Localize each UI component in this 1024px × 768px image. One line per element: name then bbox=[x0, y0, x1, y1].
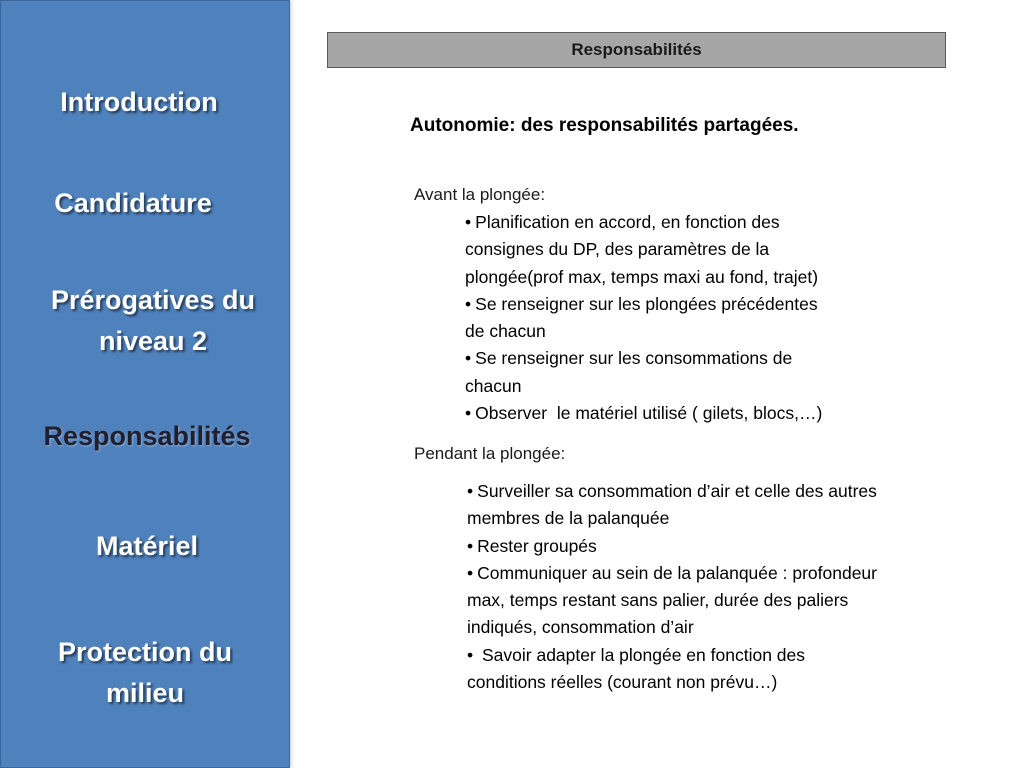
nav-item-responsabilites[interactable] bbox=[3, 416, 291, 457]
list-item bbox=[467, 533, 967, 560]
list-item-line: Observer le matériel utilisé ( gilets, blocs,…) bbox=[475, 403, 823, 424]
nav-item-protection-milieu[interactable] bbox=[1, 632, 289, 714]
nav-item-candidature[interactable] bbox=[0, 183, 277, 224]
list-item-line: Se renseigner sur les consommations de bbox=[475, 348, 793, 369]
list-item bbox=[467, 478, 967, 533]
sidebar-nav bbox=[0, 0, 290, 768]
nav-item-prerogatives[interactable] bbox=[9, 280, 297, 362]
section-heading-pendant: Pendant la plongée: bbox=[414, 444, 566, 463]
nav-item-label-line1: Prérogatives du bbox=[50, 285, 256, 315]
list-item-line: de chacun bbox=[465, 321, 546, 342]
bullet-icon: • bbox=[465, 212, 472, 232]
slide-subtitle: Autonomie: des responsabilités partagées. bbox=[410, 115, 799, 136]
list-item-line: plongée(prof max, temps maxi au fond, trajet) bbox=[465, 266, 819, 287]
bullet-list-pendant bbox=[467, 478, 967, 696]
nav-item-label: Matériel bbox=[95, 531, 199, 561]
nav-item-introduction[interactable] bbox=[0, 82, 283, 123]
bullet-icon: • bbox=[467, 535, 474, 556]
list-item-line: indiqués, consommation d’air bbox=[467, 617, 694, 638]
nav-item-label-line2: milieu bbox=[105, 678, 185, 708]
list-item-line: Communiquer au sein de la palanquée : profondeur bbox=[477, 562, 877, 583]
list-item-line: Savoir adapter la plongée en fonction des bbox=[477, 644, 806, 665]
list-item-line: conditions réelles (courant non prévu…) bbox=[467, 672, 778, 693]
bullet-icon: • bbox=[465, 403, 472, 424]
bullet-icon: • bbox=[465, 348, 472, 369]
nav-item-label-line2: niveau 2 bbox=[98, 326, 208, 356]
nav-item-label: Introduction bbox=[60, 87, 218, 117]
nav-item-label: Responsabilités bbox=[43, 421, 251, 451]
section-heading-avant: Avant la plongée: bbox=[414, 185, 546, 204]
list-item bbox=[467, 642, 967, 697]
list-item bbox=[465, 400, 905, 427]
list-item-line: Surveiller sa consommation d’air et celle des autres bbox=[477, 481, 877, 501]
list-item-line: consignes du DP, des paramètres de la bbox=[465, 239, 770, 260]
list-item bbox=[465, 209, 905, 291]
list-item-line: Planification en accord, en fonction des bbox=[475, 212, 780, 232]
list-item bbox=[467, 560, 967, 642]
bullet-icon: • bbox=[467, 644, 474, 665]
list-item-line: Se renseigner sur les plongées précédentes bbox=[475, 293, 818, 314]
page-title: Responsabilités bbox=[571, 40, 702, 59]
bullet-icon: • bbox=[465, 293, 472, 314]
list-item bbox=[465, 291, 905, 346]
list-item-line: Rester groupés bbox=[477, 535, 597, 556]
bullet-icon: • bbox=[467, 562, 474, 583]
nav-item-label: Candidature bbox=[54, 188, 212, 218]
list-item-line: max, temps restant sans palier, durée des paliers bbox=[467, 590, 849, 611]
page-title-bar bbox=[327, 32, 946, 68]
list-item bbox=[465, 345, 905, 400]
list-item-line: chacun bbox=[465, 375, 522, 396]
list-item-line: membres de la palanquée bbox=[467, 508, 670, 529]
nav-item-materiel[interactable] bbox=[3, 526, 291, 567]
bullet-icon: • bbox=[467, 481, 474, 501]
nav-item-label-line1: Protection du bbox=[58, 637, 232, 667]
bullet-list-avant bbox=[465, 209, 905, 427]
